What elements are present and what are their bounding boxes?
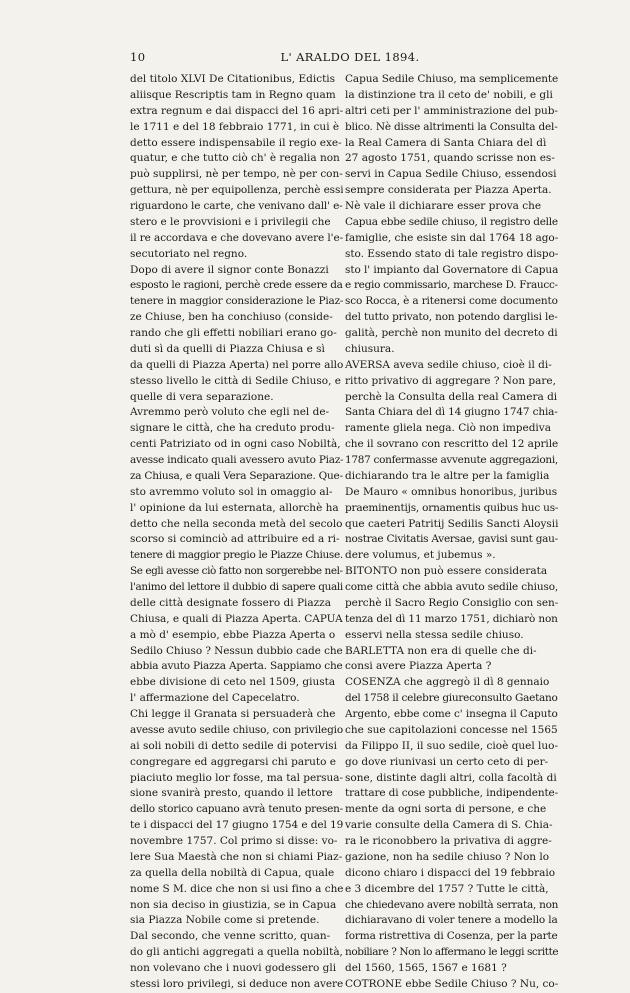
text-line: aliisque Rescriptis tam in Regno quam	[130, 88, 336, 101]
text-line: quelle di vera separazione.	[130, 390, 274, 403]
text-line: sto l' impianto dal Governatore di Capua	[345, 263, 558, 276]
text-line: del 1560, 1565, 1567 e 1681 ?	[345, 962, 507, 974]
text-line: Sedilo Chiuso ? Nessun dubbio cade che	[130, 644, 343, 657]
text-line: del tutto privato, non potendo darglisi le-	[345, 311, 558, 324]
text-line: nobiliare ? Non lo affermano le leggi scritte	[345, 946, 558, 959]
text-line: mente da ogni sorta di persone, e che	[345, 803, 547, 816]
left-column	[130, 72, 343, 993]
text-line: Santa Chiara del dì 14 giugno 1747 chia-	[345, 406, 558, 419]
text-line: a mò d' esempio, ebbe Piazza Aperta o	[130, 628, 336, 641]
text-line: ze Chiuse, ben ha conchiuso (conside-	[130, 311, 333, 324]
page-number: 10	[130, 50, 146, 64]
text-line: centi Patriziato od in ogni caso Nobiltà,	[130, 438, 341, 451]
text-line: che sue capitolazioni concesse nel 1565	[345, 723, 558, 736]
text-line: come città che abbia avuto sedile chiuso,	[345, 581, 558, 593]
text-line: la distinzione tra il ceto de' nobili, e gli	[345, 88, 553, 101]
text-line: dichiarando tra le altre per la famiglia	[345, 469, 550, 482]
text-line: altri ceti per l' amministrazione del pub-	[345, 104, 558, 117]
text-line: Avremmo però voluto che egli nel de-	[130, 406, 330, 419]
text-line: del titolo XLVI De Citationibus, Edictis	[130, 73, 336, 85]
text-line: sto avremmo voluto sol in omaggio al-	[130, 485, 333, 498]
text-line: ra le riconobbero la privativa di aggre-	[345, 835, 552, 847]
text-line: sione svanirà presto, quando il lettore	[130, 787, 333, 800]
text-line: lere Sua Maestà che non si chiami Piaz-	[130, 850, 343, 863]
text-line: Chi legge il Granata si persuaderà che	[130, 708, 336, 720]
text-line: Nè vale il dichiarare esser prova che	[345, 200, 542, 212]
text-line: perchè la Consulta della real Camera di	[345, 390, 558, 403]
text-line: l'animo del lettore il dubbio di sapere quali	[130, 581, 343, 593]
journal-title: L' ARALDO DEL 1894.	[280, 50, 420, 64]
text-line: Dopo di avere il signor conte Bonazzi	[130, 263, 329, 276]
text-line: do gli antichi aggregati a quella nobiltà,	[130, 946, 343, 959]
text-line: nostrae Civitatis Aversae, gavisi sunt gau-	[345, 533, 558, 546]
running-header	[130, 50, 570, 66]
text-line: duti sì da quelli di Piazza Chiusa e sì	[130, 342, 325, 355]
text-line: extra regnum e dai dispacci del 16 apri-	[130, 104, 343, 117]
text-line: ritto privativo di aggregare ? Non pare,	[345, 374, 556, 387]
text-line: tenza del dì 11 marzo 1751, dichiarò non	[345, 612, 558, 625]
text-line: Argento, ebbe come c' insegna il Caputo	[345, 708, 558, 720]
text-line: 1787 confermasse avvenute aggregazioni,	[345, 454, 558, 466]
text-line: te i dispacci del 17 giugno 1754 e del 19	[130, 819, 343, 832]
text-line: stesso livello le città di Sedile Chiuso, e	[130, 374, 342, 387]
text-line: sempre considerata per Piazza Aperta.	[345, 184, 552, 197]
text-line: tenere di maggior pregio le Piazze Chiuse.	[130, 549, 343, 562]
text-line: forma ristrettiva di Cosenza, per la parte	[345, 930, 558, 943]
text-line: novembre 1757. Col primo si disse: vo-	[130, 835, 338, 847]
text-line: che il sovrano con rescritto del 12 aprile	[345, 438, 558, 451]
text-line: stero e le provvisioni e i privilegii che	[130, 215, 331, 228]
text-line: dello storico capuano avrà tenuto presen-	[130, 803, 343, 816]
text-line: chiusura.	[345, 342, 395, 355]
text-line: za Chiusa, e quali Vera Separazione. Que-	[130, 469, 343, 482]
text-line: Capua Sedile Chiuso, ma semplicemente	[345, 73, 558, 85]
text-line: varie consulte della Camera di S. Chia-	[345, 819, 553, 832]
text-line: COTRONE ebbe Sedile Chiuso ? Nu, co-	[345, 977, 558, 990]
text-line: la Real Camera di Santa Chiara del dì	[345, 136, 547, 149]
text-line: rando che gli effetti nobiliari erano go-	[130, 327, 337, 339]
text-line: riguardono le carte, che venivano dall' e-	[130, 200, 343, 212]
text-line: gazione, non ha sedile chiuso ? Non lo	[345, 850, 550, 863]
text-line: può supplirsi, nè per tempo, nè per con-	[130, 168, 343, 181]
text-line: le 1711 e del 18 febbraio 1771, in cui è	[130, 120, 340, 133]
text-line: De Mauro « omnibus honoribus, juribus	[345, 485, 558, 498]
text-line: non sia deciso in giustizia, se in Capua	[130, 898, 337, 911]
text-line: congregare ed aggregarsi chi paruto e	[130, 755, 336, 768]
text-line: AVERSA aveva sedile chiuso, cioè il di-	[345, 358, 552, 371]
text-line: da Filippo II, il suo sedile, cioè quel luo-	[345, 739, 558, 752]
text-line: l' opinione da lui esternata, allorchè ha	[130, 501, 339, 514]
text-line: que caeteri Patritij Sedilis Sancti Aloysii	[345, 517, 558, 530]
text-line: l' affermazione del Capecelatro.	[130, 692, 300, 705]
text-line: COSENZA che aggregò il dì 8 gennaio	[345, 676, 550, 689]
text-line: consi avere Piazza Aperta ?	[345, 660, 492, 673]
text-line: esservi nella stessa sedile chiuso.	[345, 628, 524, 641]
text-line: sia Piazza Nobile come si pretende.	[130, 914, 320, 927]
text-line: perchè il Sacro Regio Consiglio con sen-	[345, 596, 558, 609]
text-line: sco Rocca, è a ritenersi come documento	[345, 295, 558, 308]
text-line: nome S M. dice che non si usi fino a che	[130, 882, 343, 895]
text-line: dichiaravano di voler tenere a modello la	[345, 914, 558, 927]
text-line: Capua ebbe sedile chiuso, il registro delle	[345, 215, 558, 228]
text-line: non volevano che i nuovi godessero gli	[130, 962, 337, 974]
text-line: blico. Nè disse altrimenti la Consulta del-	[345, 120, 558, 133]
text-line: trattare di cose pubbliche, indipendente-	[345, 787, 558, 800]
text-line: praeminentijs, ornamentis quibus huc us-	[345, 501, 558, 514]
text-line: ebbe divisione di ceto nel 1509, giusta	[130, 676, 336, 689]
text-line: za quella della nobiltà di Capua, quale	[130, 866, 335, 879]
text-line: del 1758 il celebre giureconsulto Gaetano	[345, 692, 558, 705]
text-line: BITONTO non può essere considerata	[345, 565, 548, 578]
text-line: avesse indicato quali avessero avuto Piaz-	[130, 454, 343, 466]
text-line: dere volumus, et jubemus ».	[345, 549, 496, 562]
text-line: BARLETTA non era di quelle che di-	[345, 644, 537, 657]
text-line: e 3 dicembre del 1757 ? Tutte le città,	[345, 882, 549, 895]
text-line: ramente gliela nega. Ciò non impediva	[345, 422, 551, 435]
text-line: quatur, e che tutto ciò ch' è regalia non	[130, 152, 340, 165]
text-line: delle città designate fossero di Piazza	[130, 596, 331, 609]
text-line: go dove riunivasi un certo ceto di per-	[345, 755, 549, 768]
text-line: stessi loro privilegi, si deduce non avere	[130, 977, 343, 990]
text-line: 27 agosto 1751, quando scrisse non es-	[345, 152, 555, 165]
text-line: detto essere indispensabile il regio exe-	[130, 136, 342, 149]
right-column	[345, 72, 558, 993]
text-line: esposto le ragioni, perchè crede essere da	[130, 279, 343, 292]
text-line: Se egli avesse ciò fatto non sorgerebbe nel-	[130, 565, 343, 578]
text-line: Dal secondo, che venne scritto, quan-	[130, 930, 331, 943]
text-line: sone, distinte dagli altri, colla facoltà di	[345, 771, 557, 784]
text-line: servi in Capua Sedile Chiuso, essendosi	[345, 168, 557, 181]
text-line: abbia avuto Piazza Aperta. Sappiamo che	[130, 660, 343, 673]
text-line: avesse avuto sedile chiuso, con privilegio	[130, 723, 343, 736]
text-line: galità, perchè non munito del decreto di	[345, 327, 558, 339]
text-line: tenere in maggior considerazione le Piaz-	[130, 295, 343, 308]
text-line: signare le città, che ha creduto produ-	[130, 422, 335, 435]
text-line: e regio commissario, marchese D. Fraucc-	[345, 279, 558, 292]
text-line: sto. Essendo stato di tale registro dispo-	[345, 247, 558, 260]
text-line: dicono chiaro i dispacci del 19 febbraio	[345, 866, 556, 879]
text-line: piaciuto meglio lor fosse, ma tal persua-	[130, 771, 343, 784]
text-line: gettura, nè per equipollenza, perchè essi	[130, 184, 343, 197]
text-line: ai soli nobili di detto sedile di potervisi	[130, 739, 337, 752]
text-line: scorso si cominciò ad attribuire ed a ri-	[130, 533, 340, 546]
text-line: detto che nella seconda metà del secolo	[130, 517, 343, 530]
text-line: il re accordava e che dovevano avere l'e-	[130, 231, 343, 244]
text-line: famiglie, che esiste sin dal 1764 18 ago-	[345, 231, 558, 244]
text-line: secutoriato nel regno.	[130, 247, 248, 260]
text-line: da quelli di Piazza Aperta) nel porre allo	[130, 358, 343, 371]
text-line: Chiusa, e quali di Piazza Aperta. CAPUA	[130, 612, 343, 625]
text-line: che chiedevano avere nobiltà serrata, non	[345, 898, 558, 911]
